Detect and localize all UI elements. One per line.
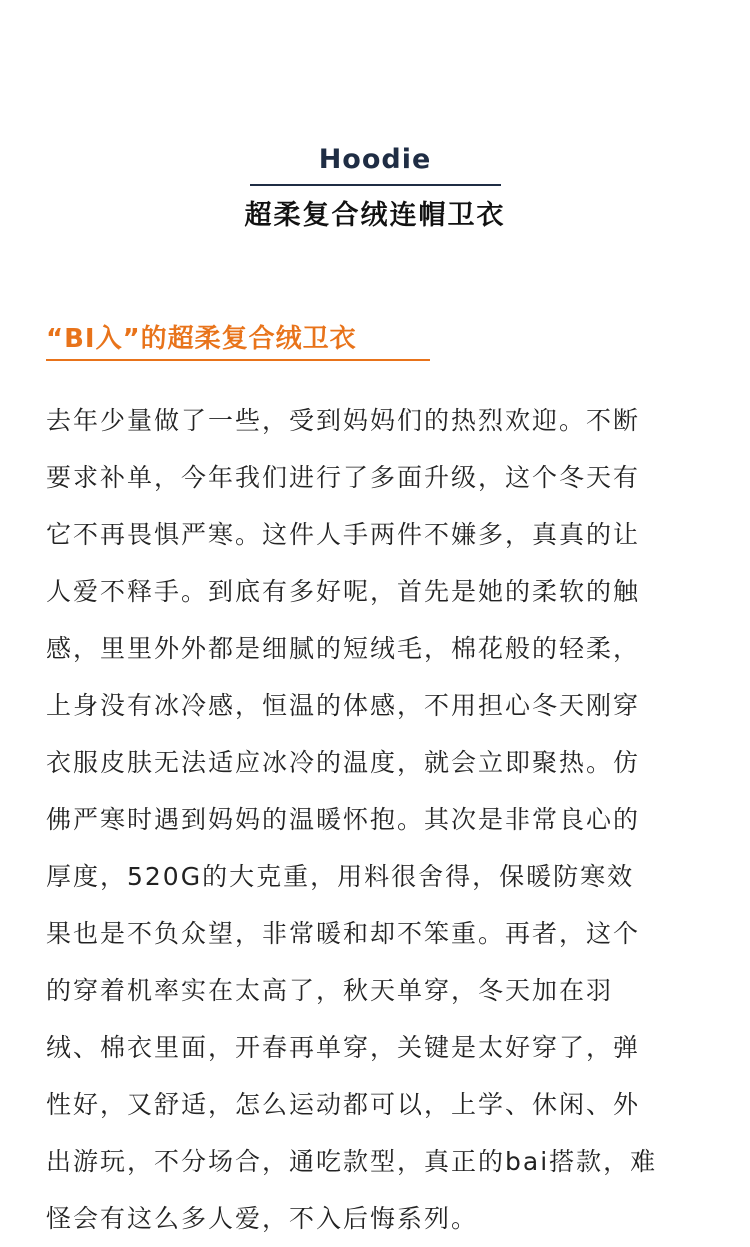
text-line: 衣服皮肤无法适应冰冷的温度，就会立即聚热。仿 — [46, 748, 641, 777]
text-line: 性好，又舒适，怎么运动都可以，上学、休闲、外 — [46, 1090, 641, 1119]
text-line: 去年少量做了一些，受到妈妈们的热烈欢迎。不断 — [46, 406, 641, 435]
header-title-en: Hoodie — [318, 144, 432, 175]
header-title-cn: 超柔复合绒连帽卫衣 — [244, 200, 506, 231]
description-text — [46, 392, 706, 1247]
header-divider — [250, 184, 501, 186]
text-line: 佛严寒时遇到妈妈的温暖怀抱。其次是非常良心的 — [46, 805, 641, 834]
section-heading — [46, 320, 430, 361]
section-underline — [46, 359, 430, 361]
text-line: 感，里里外外都是细腻的短绒毛，棉花般的轻柔， — [46, 634, 641, 663]
text-line: 上身没有冰冷感，恒温的体感，不用担心冬天刚穿 — [46, 691, 641, 720]
text-line: 厚度，520G的大克重，用料很舍得，保暖防寒效 — [46, 862, 635, 891]
section-title: “BI入”的超柔复合绒卫衣 — [46, 324, 357, 354]
text-line: 它不再畏惧严寒。这件人手两件不嫌多，真真的让 — [46, 520, 641, 549]
text-line: 要求补单，今年我们进行了多面升级，这个冬天有 — [46, 463, 641, 492]
text-line: 的穿着机率实在太高了，秋天单穿，冬天加在羽 — [46, 976, 614, 1005]
text-line: 绒、棉衣里面，开春再单穿，关键是太好穿了，弹 — [46, 1033, 641, 1062]
text-line: 果也是不负众望，非常暖和却不笨重。再者，这个 — [46, 919, 641, 948]
text-line: 出游玩，不分场合，通吃款型，真正的bai搭款，难 — [46, 1147, 658, 1176]
text-line: 人爱不释手。到底有多好呢，首先是她的柔软的触 — [46, 577, 641, 606]
text-line: 怪会有这么多人爱，不入后悔系列。 — [46, 1204, 479, 1233]
page-header — [0, 140, 750, 236]
